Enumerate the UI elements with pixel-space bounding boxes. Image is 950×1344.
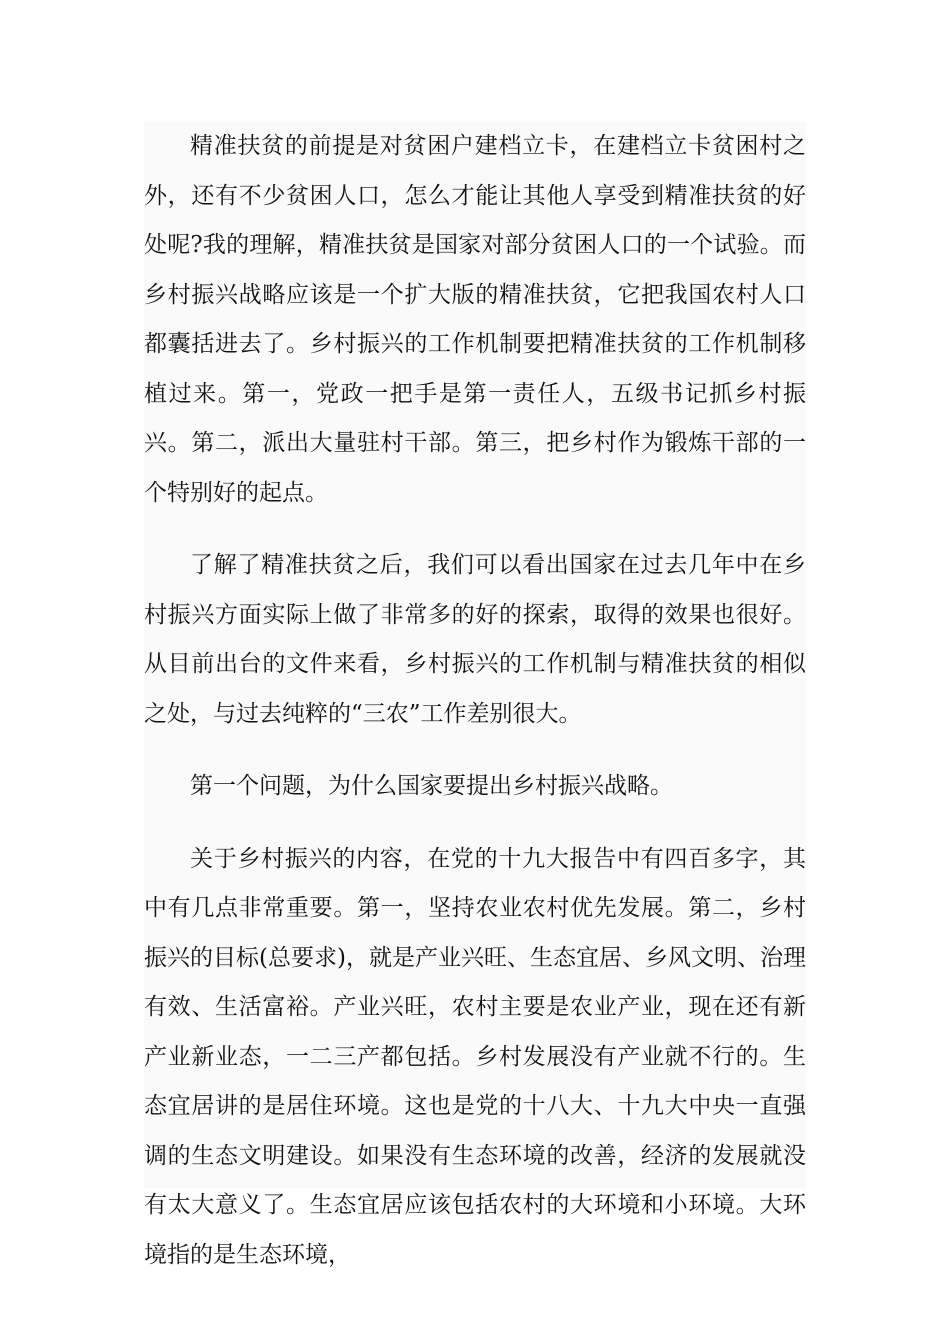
paragraph-2: 了解了精准扶贫之后，我们可以看出国家在过去几年中在乡村振兴方面实际上做了非常多的好的探索，取得的效果也很好。从目前出台的文件来看，乡村振兴的工作机制与精准扶贫的相似之处，与过去纯粹的“三农”工作差别很大。	[144, 552, 806, 727]
paragraph-3: 第一个问题，为什么国家要提出乡村振兴战略。	[190, 773, 673, 799]
document-body	[144, 122, 806, 1268]
paragraph-4: 关于乡村振兴的内容，在党的十九大报告中有四百多字，其中有几点非常重要。第一，坚持农业农村优先发展。第二，乡村振兴的目标(总要求)，就是产业兴旺、生态宜居、乡风文明、治理有效、生活富裕。产业兴旺，农村主要是农业产业，现在还有新产业新业态，一二三产都包括。乡村发展没有产业就不行的。生态宜居讲的是居住环境。这也是党的十八大、十九大中央一直强调的生态文明建设。如果没有生态环境的改善，经济的发展就没有太大意义了。生态宜居应该包括农村的大环境和小环境。大环境指的是生态环境，	[144, 845, 806, 1268]
paragraph-1: 精准扶贫的前提是对贫困户建档立卡，在建档立卡贫困村之外，还有不少贫困人口，怎么才能让其他人享受到精准扶贫的好处呢?我的理解，精准扶贫是国家对部分贫困人口的一个试验。而乡村振兴战略应该是一个扩大版的精准扶贫，它把我国农村人口都囊括进去了。乡村振兴的工作机制要把精准扶贫的工作机制移植过来。第一，党政一把手是第一责任人，五级书记抓乡村振兴。第二，派出大量驻村干部。第三，把乡村作为锻炼干部的一个特别好的起点。	[144, 133, 806, 506]
